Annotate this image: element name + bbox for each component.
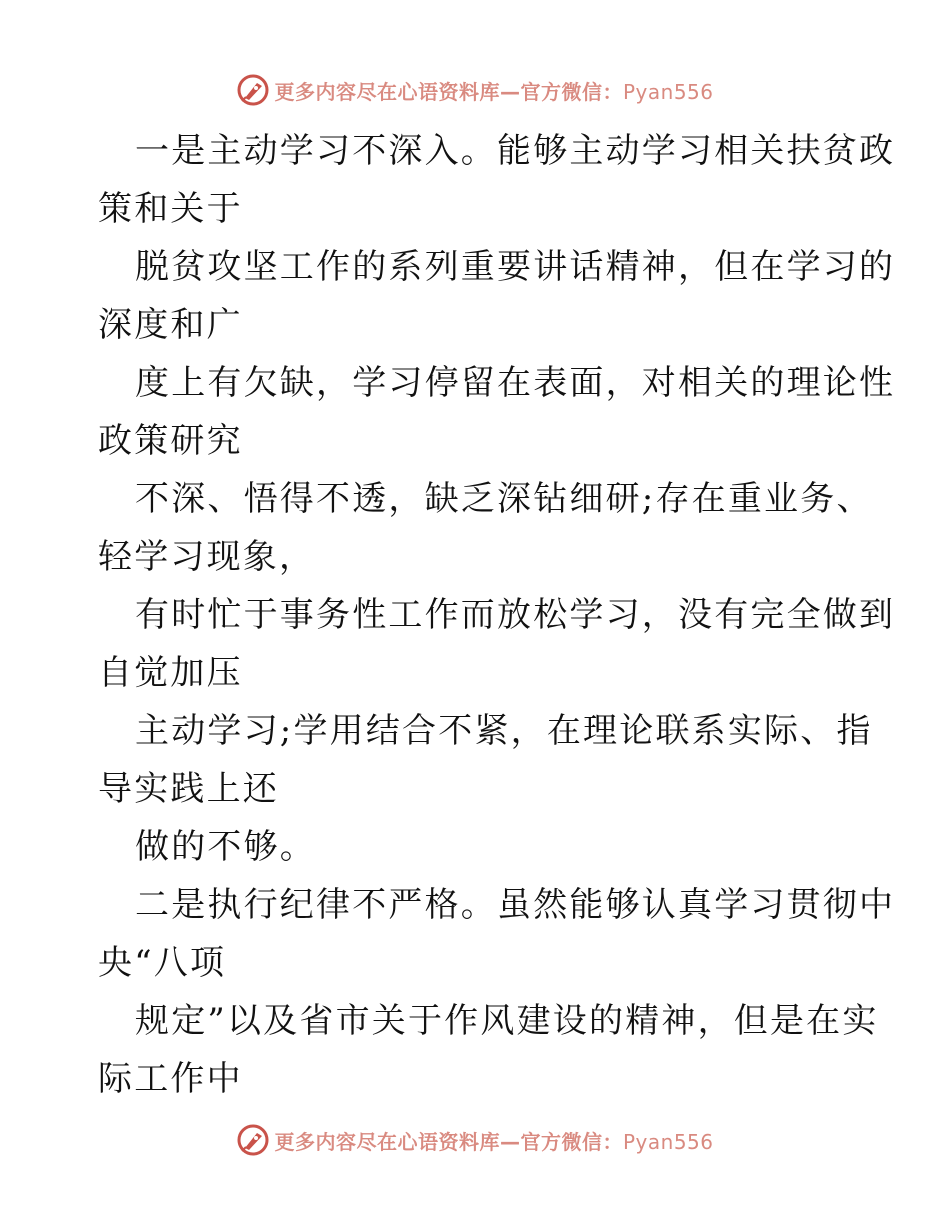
text-line: 轻学习现象， [98, 537, 316, 577]
text-line: 二是执行纪律不严格。虽然能够认真学习贯彻中 [135, 885, 896, 925]
text-line: 不深、悟得不透，缺乏深钻细研;存在重业务、 [135, 479, 873, 519]
text-line: 做的不够。 [135, 827, 316, 867]
text-line: 央“八项 [98, 943, 227, 983]
text-line: 自觉加压 [98, 653, 243, 693]
watermark-text: 更多内容尽在心语资料库—官方微信：Pyan556 [274, 79, 714, 104]
text-line: 有时忙于事务性工作而放松学习，没有完全做到 [135, 595, 896, 635]
text-line: 一是主动学习不深入。能够主动学习相关扶贫政 [135, 131, 896, 171]
text-line: 际工作中 [98, 1059, 243, 1099]
footer-watermark-banner [0, 1118, 950, 1162]
pen-nib-logo-icon [236, 73, 270, 107]
text-line: 导实践上还 [98, 769, 279, 809]
text-line: 深度和广 [98, 305, 243, 345]
document-body [98, 122, 896, 1108]
text-line: 策和关于 [98, 189, 243, 229]
pen-nib-logo-icon [236, 1123, 270, 1157]
text-line: 主动学习;学用结合不紧，在理论联系实际、指 [135, 711, 873, 751]
text-line: 政策研究 [98, 421, 243, 461]
text-line: 规定”以及省市关于作风建设的精神，但是在实 [135, 1001, 879, 1041]
text-line: 度上有欠缺，学习停留在表面，对相关的理论性 [135, 363, 896, 403]
watermark-text: 更多内容尽在心语资料库—官方微信：Pyan556 [274, 1129, 714, 1154]
text-line: 脱贫攻坚工作的系列重要讲话精神，但在学习的 [135, 247, 896, 287]
header-watermark-banner [0, 68, 950, 112]
